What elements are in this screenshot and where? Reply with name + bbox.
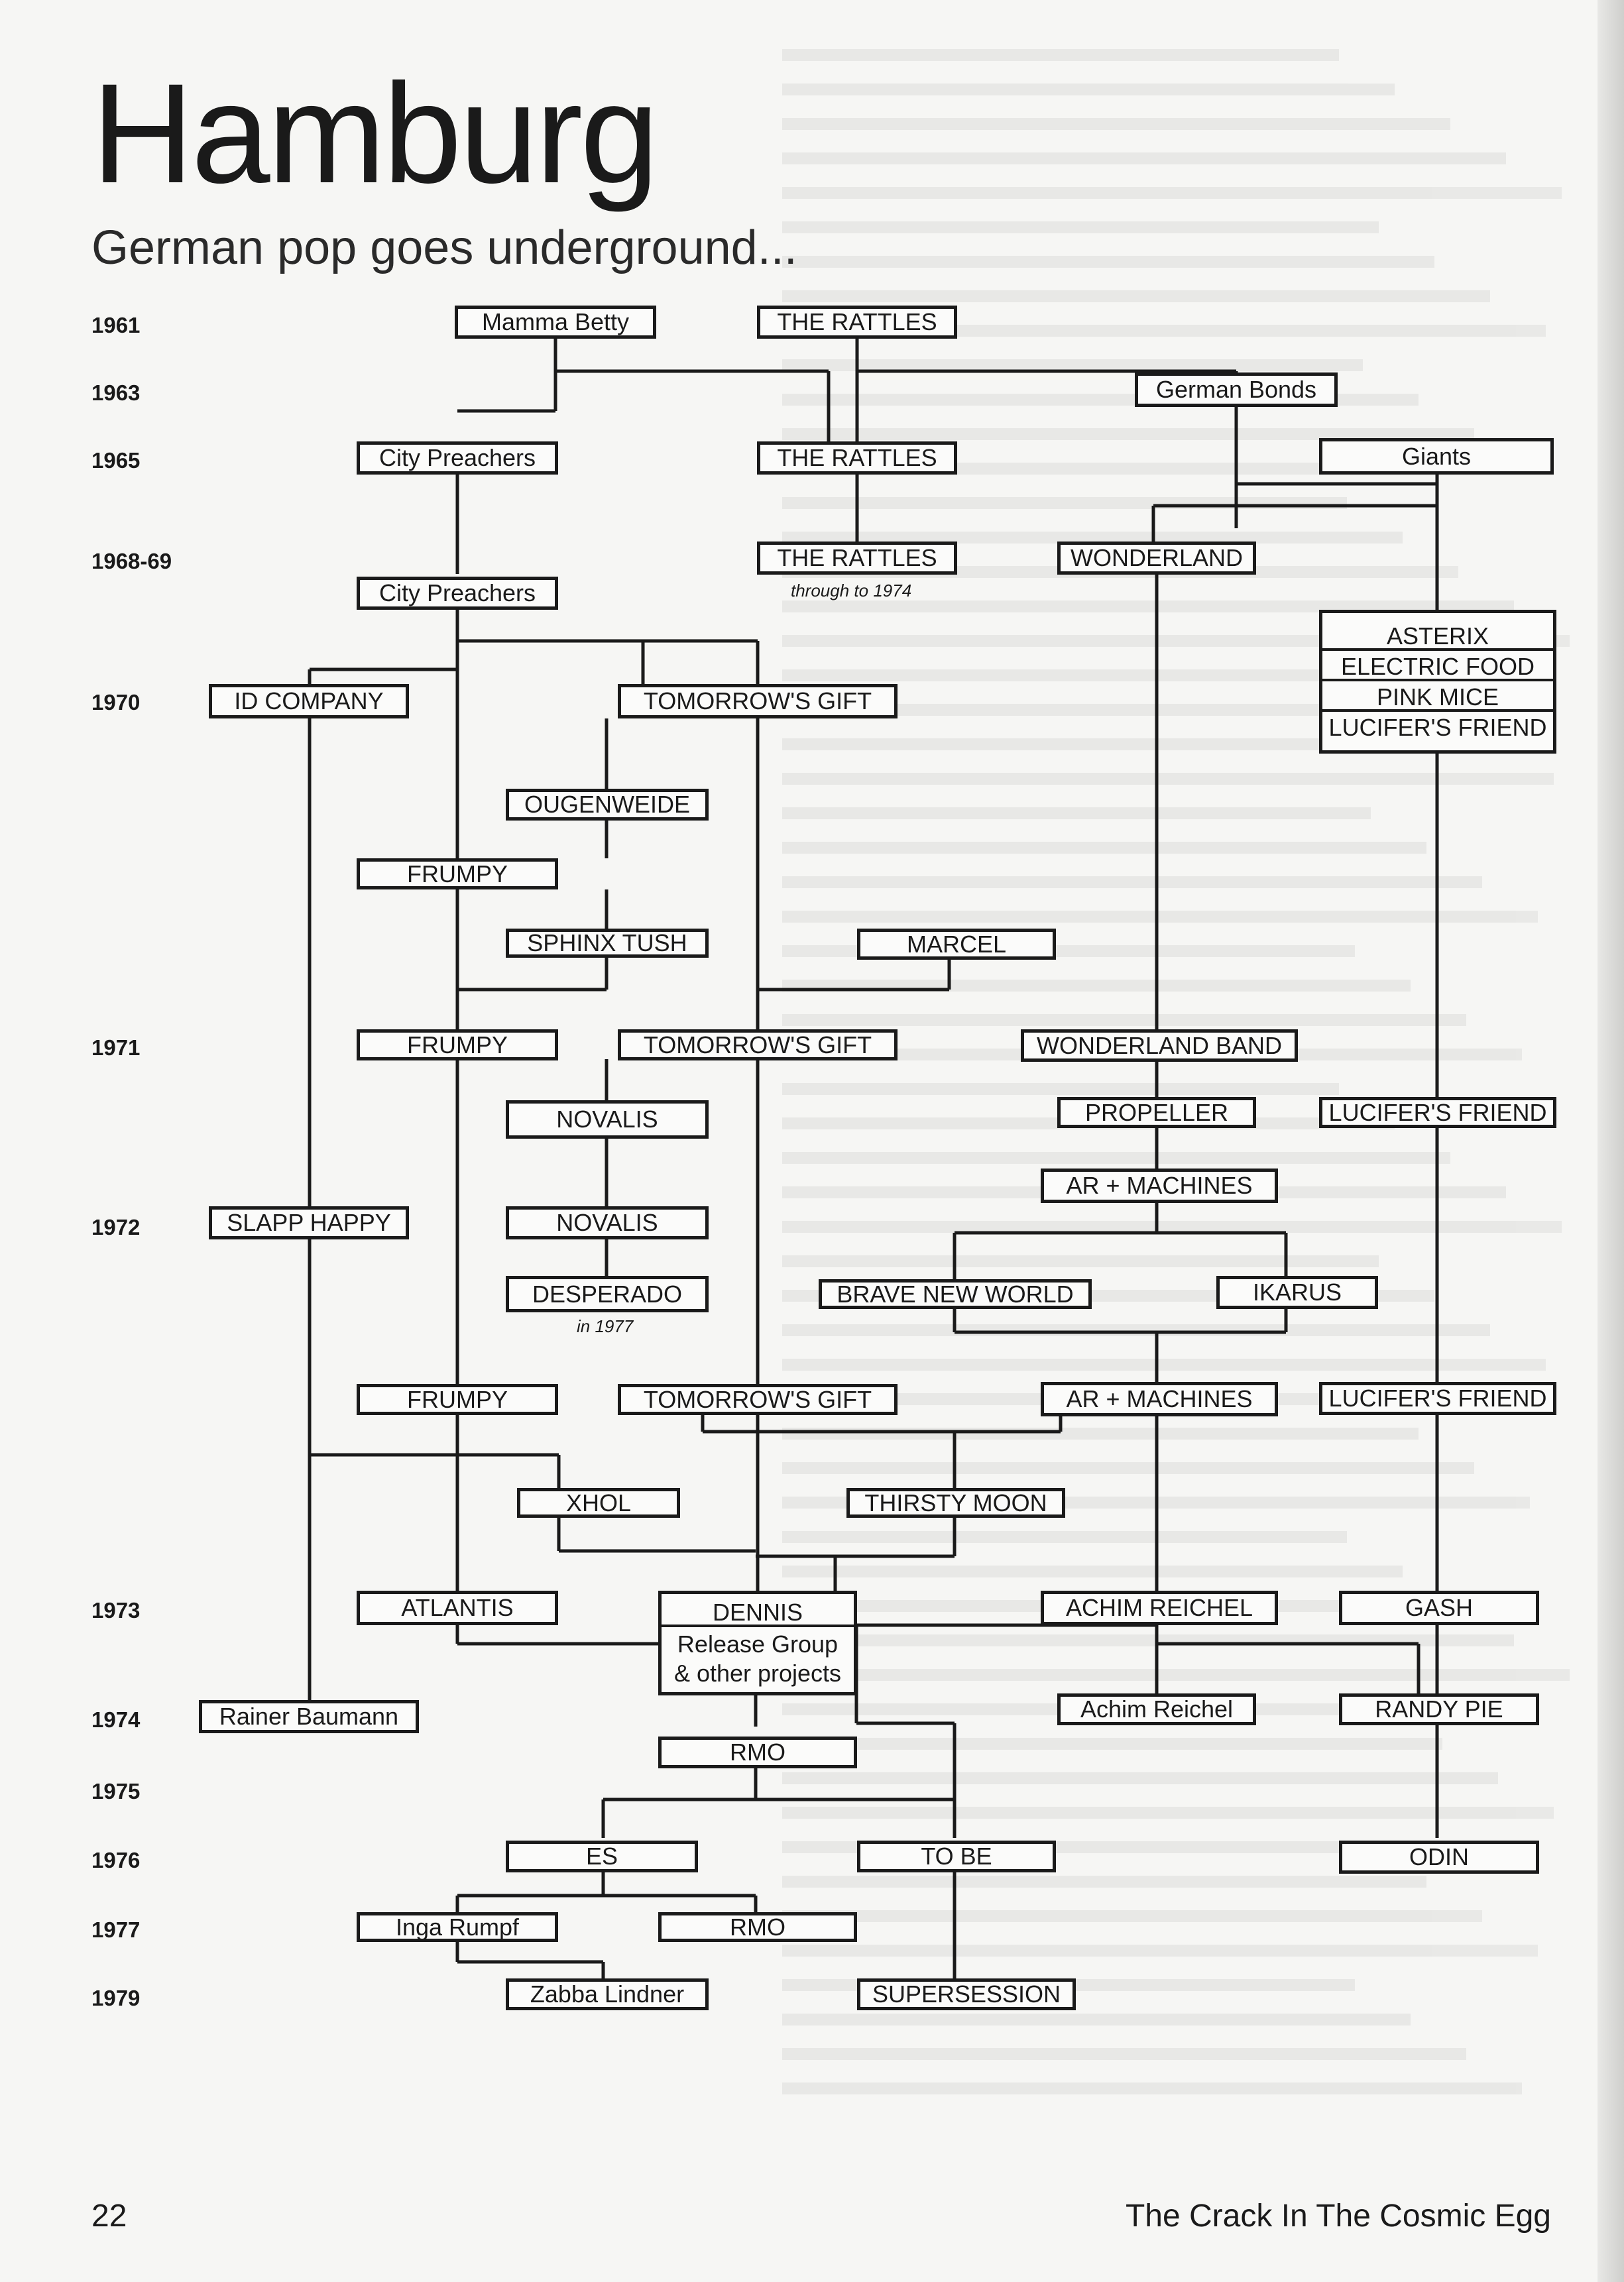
band-box-sphinx-tush: SPHINX TUSH	[506, 929, 709, 958]
band-box-ar-machines: AR + MACHINES	[1041, 1169, 1278, 1203]
band-box-randy-pie: RANDY PIE	[1339, 1693, 1539, 1725]
band-box-wonderland: WONDERLAND	[1057, 542, 1256, 575]
band-box-gash: GASH	[1339, 1591, 1539, 1625]
band-box-lucifers-friend: LUCIFER'S FRIEND	[1319, 1382, 1556, 1415]
band-box-achim-reichel-solo: Achim Reichel	[1057, 1693, 1256, 1725]
band-box-the-rattles: THE RATTLES	[757, 542, 957, 575]
year-label: 1971	[91, 1035, 141, 1060]
band-box-xhol: XHOL	[517, 1488, 680, 1518]
year-label: 1979	[91, 1986, 141, 2010]
band-box-slapp-happy: SLAPP HAPPY	[209, 1206, 409, 1239]
band-box-rmo: RMO	[658, 1737, 857, 1768]
band-box-tomorrows-gift: TOMORROW'S GIFT	[618, 684, 898, 718]
note-in-1977: in 1977	[577, 1316, 634, 1336]
band-box-frumpy: FRUMPY	[357, 1384, 558, 1415]
band-box-achim-reichel: ACHIM REICHEL	[1041, 1591, 1278, 1625]
band-box-dennis-group	[658, 1591, 857, 1695]
band-box-to-be: TO BE	[857, 1841, 1056, 1872]
band-box-city-preachers: City Preachers	[357, 441, 558, 475]
band-box-the-rattles: THE RATTLES	[757, 306, 957, 339]
year-label: 1968-69	[91, 549, 172, 573]
year-label: 1974	[91, 1707, 141, 1732]
band-box-odin: ODIN	[1339, 1841, 1539, 1874]
band-box-mamma-betty: Mamma Betty	[455, 306, 656, 339]
band-name-pink-mice: PINK MICE	[1322, 679, 1553, 709]
band-box-german-bonds: German Bonds	[1135, 372, 1338, 407]
band-box-desperado: DESPERADO	[506, 1276, 709, 1312]
band-box-propeller: PROPELLER	[1057, 1097, 1256, 1128]
band-box-ar-machines: AR + MACHINES	[1041, 1382, 1278, 1416]
page-subtitle: German pop goes underground...	[91, 221, 797, 274]
band-box-city-preachers: City Preachers	[357, 577, 558, 610]
band-box-brave-new-world: BRAVE NEW WORLD	[819, 1279, 1092, 1309]
band-box-tomorrows-gift: TOMORROW'S GIFT	[618, 1384, 898, 1415]
band-box-the-rattles: THE RATTLES	[757, 441, 957, 475]
year-label: 1970	[91, 690, 141, 714]
band-box-tomorrows-gift: TOMORROW'S GIFT	[618, 1029, 898, 1060]
band-box-thirsty-moon: THIRSTY MOON	[846, 1488, 1065, 1518]
year-label: 1961	[91, 313, 141, 337]
band-box-inga-rumpf: Inga Rumpf	[357, 1912, 558, 1942]
band-name-dennis: DENNIS	[712, 1599, 803, 1626]
page-number: 22	[91, 2198, 127, 2234]
band-box-frumpy: FRUMPY	[357, 1029, 558, 1060]
year-label: 1973	[91, 1598, 141, 1623]
band-box-atlantis: ATLANTIS	[357, 1591, 558, 1625]
year-label: 1976	[91, 1848, 141, 1872]
page-title: Hamburg	[91, 54, 657, 213]
band-name-electric-food: ELECTRIC FOOD	[1322, 648, 1553, 679]
band-name-other-projects: & other projects	[673, 1660, 842, 1687]
band-box-wonderland-band: WONDERLAND BAND	[1021, 1029, 1298, 1062]
band-box-supersession: SUPERSESSION	[857, 1978, 1076, 2010]
band-name-lucifers-friend: LUCIFER'S FRIEND	[1322, 709, 1553, 740]
band-box-novalis: NOVALIS	[506, 1206, 709, 1239]
band-box-asterix-group	[1319, 610, 1556, 754]
band-box-id-company: ID COMPANY	[209, 684, 409, 718]
year-label: 1965	[91, 448, 141, 473]
band-box-rainer-baumann: Rainer Baumann	[199, 1700, 419, 1733]
band-box-es: ES	[506, 1841, 698, 1872]
year-label: 1972	[91, 1215, 141, 1239]
band-box-ougenweide: OUGENWEIDE	[506, 789, 709, 821]
band-box-ikarus: IKARUS	[1216, 1276, 1378, 1309]
year-label: 1975	[91, 1779, 141, 1803]
band-box-zabba-lindner: Zabba Lindner	[506, 1978, 709, 2010]
band-box-frumpy: FRUMPY	[357, 858, 558, 889]
year-label: 1963	[91, 380, 141, 405]
band-name-asterix: ASTERIX	[1386, 622, 1489, 650]
band-box-giants: Giants	[1319, 438, 1554, 475]
band-name-release-group: Release Group	[662, 1625, 854, 1656]
year-label: 1977	[91, 1917, 141, 1942]
band-box-novalis: NOVALIS	[506, 1100, 709, 1139]
band-box-lucifers-friend: LUCIFER'S FRIEND	[1319, 1097, 1556, 1128]
band-box-marcel: MARCEL	[857, 929, 1056, 960]
band-box-rmo: RMO	[658, 1912, 857, 1942]
book-title: The Crack In The Cosmic Egg	[1125, 2198, 1551, 2234]
note-through-to-1974: through to 1974	[791, 581, 912, 600]
